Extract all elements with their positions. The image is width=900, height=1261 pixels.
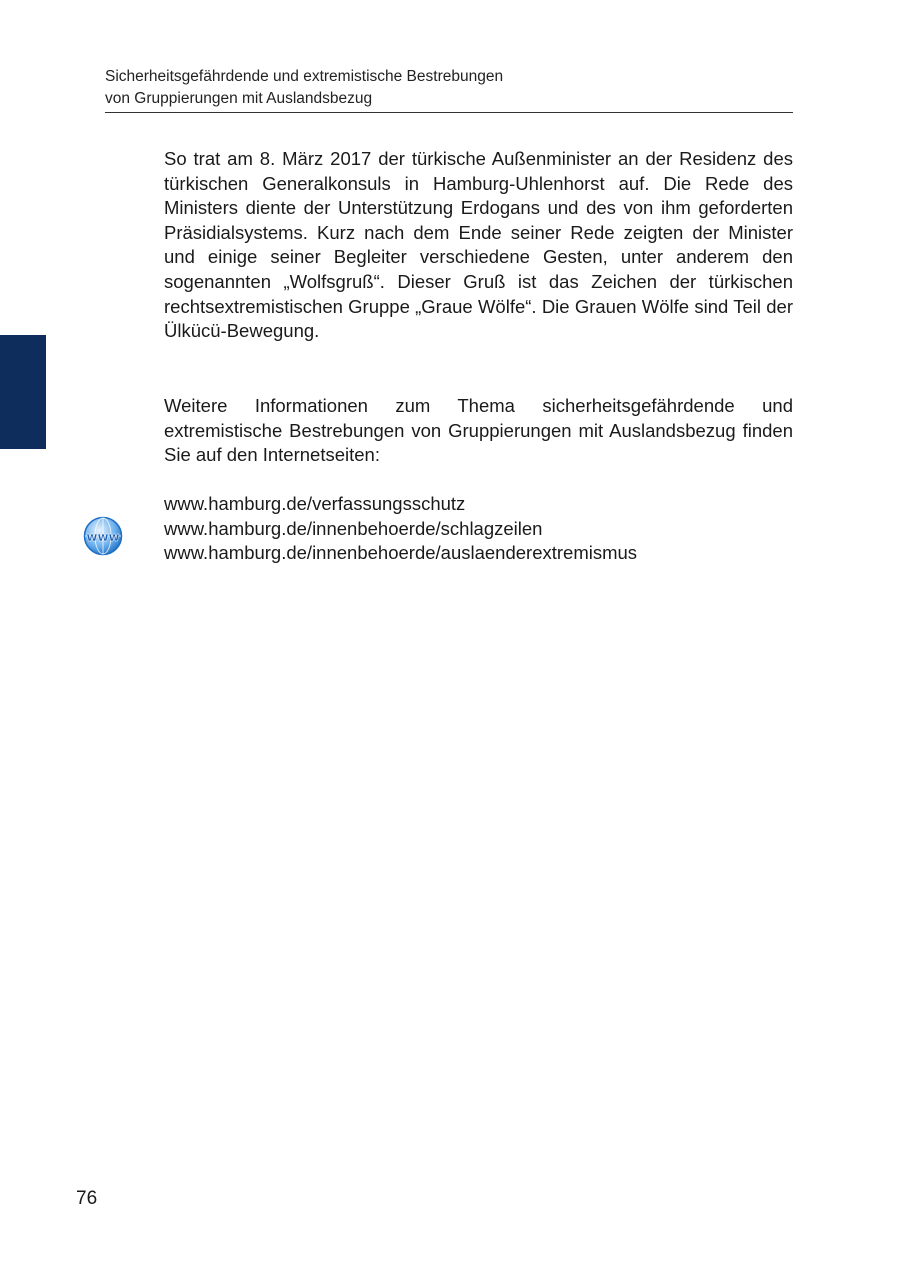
body-paragraph-2: Weitere Informationen zum Thema sicherheitsgefährdende und extremistische Bestrebungen von Gruppierungen mit Auslandsbezug finden Sie auf den Internetseiten:: [164, 395, 793, 466]
body-paragraph-1: So trat am 8. März 2017 der türkische Außenminister an der Residenz des türkischen Generalkonsuls in Hamburg-Uhlenhorst auf. Die Rede des Ministers diente der Unterstützung Erdogans und des von ihm geforderten Präsidialsystems. Kurz nach dem Ende seiner Rede zeigten der Minister und einige seiner Begleiter verschiedene Gesten, unter anderem den sogenannten „Wolfsgruß“. Dieser Gruß ist das Zeichen der türkischen rechtsextremistischen Gruppe „Graue Wölfe“. Die Grauen Wölfe sind Teil der Ülkücü-Bewegung.: [164, 148, 793, 342]
www-globe-icon-graphic: [83, 516, 123, 556]
link-auslaenderextremismus[interactable]: www.hamburg.de/innenbehoerde/auslaenderextremismus: [164, 542, 638, 564]
url-list: [164, 492, 793, 566]
running-header-line-1: Sicherheitsgefährdende und extremistische Bestrebungen: [105, 68, 504, 85]
page-number: 76: [76, 1188, 98, 1209]
running-header: [105, 66, 793, 113]
link-verfassungsschutz[interactable]: www.hamburg.de/verfassungsschutz: [164, 493, 466, 514]
link-schlagzeilen[interactable]: www.hamburg.de/innenbehoerde/schlagzeilen: [164, 517, 543, 539]
chapter-side-tab: [0, 335, 46, 449]
running-header-line-2: von Gruppierungen mit Auslandsbezug: [105, 90, 373, 107]
www-globe-icon: [83, 516, 123, 556]
www-globe-label: www: [86, 530, 120, 544]
